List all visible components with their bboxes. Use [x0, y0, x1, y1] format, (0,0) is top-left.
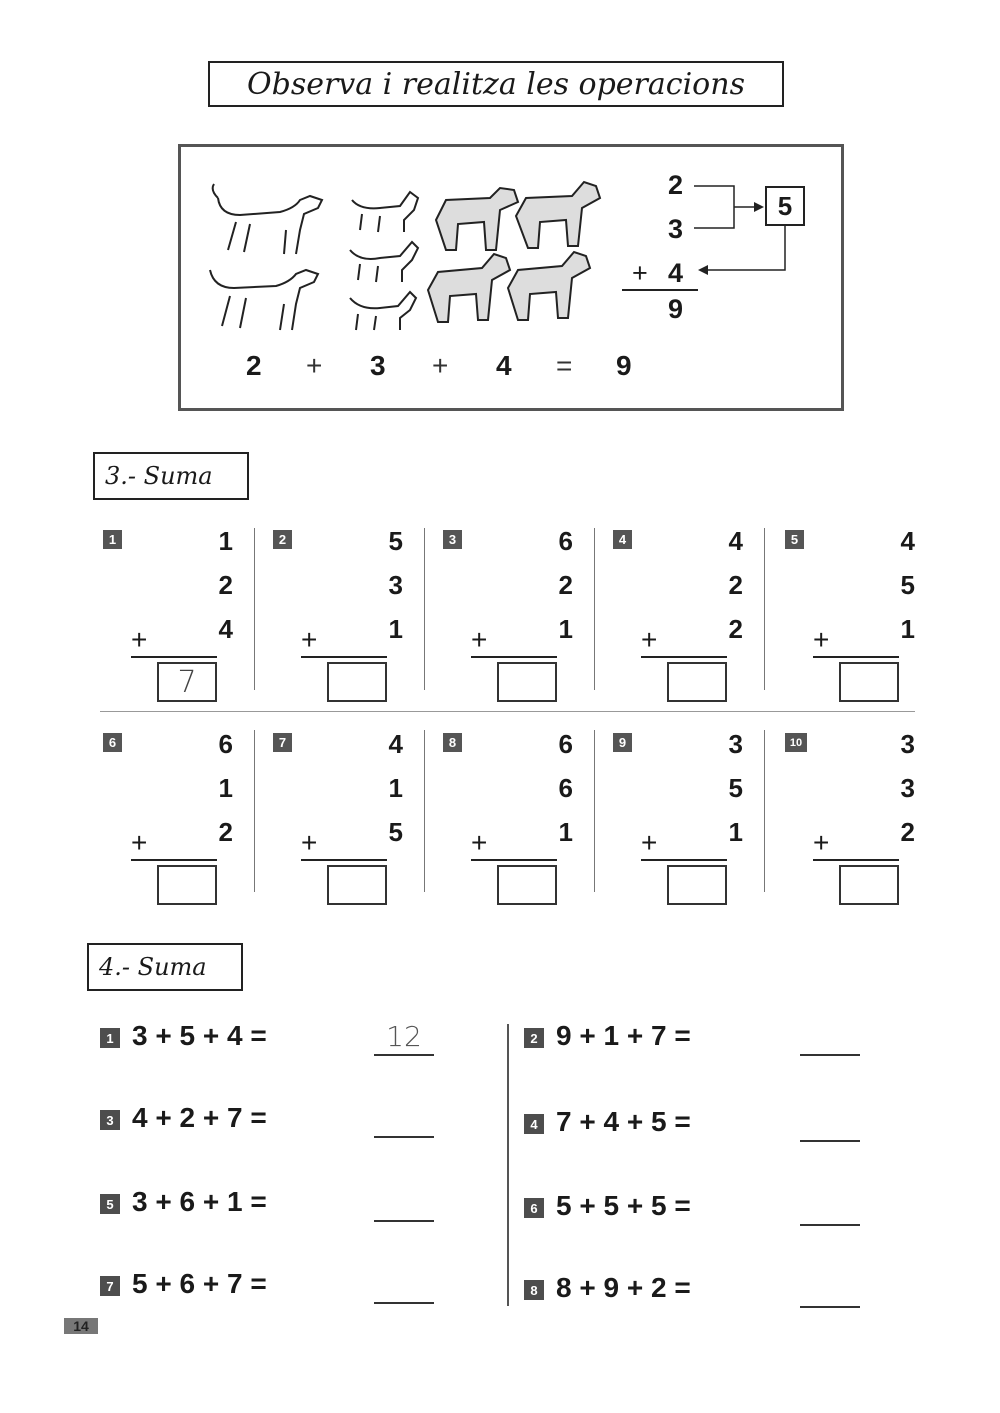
answer-box[interactable]	[667, 865, 727, 905]
example-sum-line	[622, 289, 698, 291]
sum-line	[641, 656, 727, 658]
answer-blank[interactable]	[374, 1186, 434, 1222]
sum-line	[471, 656, 557, 658]
example-plus-sign: +	[632, 258, 648, 288]
answer-blank[interactable]	[374, 1268, 434, 1304]
answer-box[interactable]	[327, 662, 387, 702]
addend-c: 2	[218, 817, 233, 847]
eq-plus-1: +	[306, 350, 323, 381]
plus-sign: +	[471, 827, 488, 858]
addend-b: 6	[558, 773, 573, 803]
sum-line	[131, 656, 217, 658]
addend-a: 3	[728, 729, 743, 759]
addend-c: 1	[558, 817, 573, 847]
problem-number-badge: 2	[524, 1028, 544, 1048]
answer-box[interactable]	[157, 865, 217, 905]
problem-3-2	[273, 526, 443, 720]
sum-line	[131, 859, 217, 861]
addend-c: 1	[900, 614, 915, 644]
section-3-label: 3.- Suma	[93, 452, 249, 500]
plus-sign: +	[813, 827, 830, 858]
problem-number-badge: 6	[524, 1198, 544, 1218]
answer-box[interactable]	[327, 865, 387, 905]
addend-b: 5	[900, 570, 915, 600]
expression: 5 + 5 + 5 =	[556, 1190, 691, 1221]
addend-b: 5	[728, 773, 743, 803]
problem-3-4	[613, 526, 783, 720]
problem-3-10	[785, 729, 955, 923]
page-number: 14	[64, 1318, 98, 1334]
problem-number-badge: 6	[103, 733, 122, 752]
eq-result: 9	[616, 350, 632, 381]
problem-4-6	[524, 1190, 904, 1230]
example-addend-b: 3	[668, 214, 684, 244]
problem-number-badge: 4	[524, 1114, 544, 1134]
addend-a: 3	[900, 729, 915, 759]
problem-3-9	[613, 729, 783, 923]
problem-4-4	[524, 1106, 904, 1146]
example-partial-sum-box: 5	[765, 186, 805, 226]
addend-a: 6	[558, 526, 573, 556]
expression: 3 + 5 + 4 =	[132, 1020, 267, 1051]
expression: 9 + 1 + 7 =	[556, 1020, 691, 1051]
problem-3-6	[103, 729, 273, 923]
expression: 5 + 6 + 7 =	[132, 1268, 267, 1299]
answer-box[interactable]	[839, 865, 899, 905]
addend-c: 1	[728, 817, 743, 847]
expression: 8 + 9 + 2 =	[556, 1272, 691, 1303]
addend-a: 6	[218, 729, 233, 759]
problem-3-3	[443, 526, 613, 720]
column-divider	[507, 1024, 509, 1306]
addend-a: 1	[218, 526, 233, 556]
eq-plus-2: +	[432, 350, 449, 381]
example-arrows	[690, 180, 800, 280]
problem-4-3	[100, 1102, 480, 1142]
eq-term-3: 4	[496, 350, 512, 381]
problem-number-badge: 2	[273, 530, 292, 549]
plus-sign: +	[641, 624, 658, 655]
addend-b: 2	[728, 570, 743, 600]
eq-term-2: 3	[370, 350, 386, 381]
plus-sign: +	[813, 624, 830, 655]
addend-b: 3	[388, 570, 403, 600]
plus-sign: +	[301, 827, 318, 858]
dog-small-group	[350, 192, 418, 330]
addend-c: 1	[388, 614, 403, 644]
dog-schnauzer-group	[428, 182, 600, 322]
problem-3-1	[103, 526, 273, 720]
answer-blank[interactable]	[374, 1102, 434, 1138]
example-addend-c: 4	[668, 258, 684, 288]
example-addend-a: 2	[668, 170, 684, 200]
problem-4-1	[100, 1020, 480, 1060]
answer-box[interactable]	[497, 865, 557, 905]
sum-line	[813, 656, 899, 658]
problem-number-badge: 8	[524, 1280, 544, 1300]
problem-number-badge: 10	[785, 733, 807, 752]
problem-number-badge: 4	[613, 530, 632, 549]
page-title: Observa i realitza les operacions	[208, 61, 784, 107]
addend-b: 1	[218, 773, 233, 803]
problem-number-badge: 3	[443, 530, 462, 549]
plus-sign: +	[641, 827, 658, 858]
plus-sign: +	[471, 624, 488, 655]
problem-3-8	[443, 729, 613, 923]
sum-line	[813, 859, 899, 861]
problem-number-badge: 1	[100, 1028, 120, 1048]
addend-a: 4	[900, 526, 915, 556]
problem-number-badge: 3	[100, 1110, 120, 1130]
problem-4-2	[524, 1020, 904, 1060]
sum-line	[301, 656, 387, 658]
dog-retriever-bottom	[210, 270, 318, 330]
addend-a: 4	[388, 729, 403, 759]
problem-4-7	[100, 1268, 480, 1308]
addend-b: 3	[900, 773, 915, 803]
problem-number-badge: 7	[273, 733, 292, 752]
problem-number-badge: 5	[100, 1194, 120, 1214]
addend-a: 4	[728, 526, 743, 556]
answer-box[interactable]: 7	[157, 662, 217, 702]
answer-blank[interactable]	[800, 1106, 860, 1142]
example-result: 9	[668, 294, 684, 324]
answer-blank[interactable]	[800, 1272, 860, 1308]
sum-line	[641, 859, 727, 861]
answer-box[interactable]	[667, 662, 727, 702]
expression: 7 + 4 + 5 =	[556, 1106, 691, 1137]
plus-sign: +	[131, 624, 148, 655]
addend-b: 2	[218, 570, 233, 600]
eq-equals: =	[556, 350, 573, 381]
plus-sign: +	[301, 624, 318, 655]
sum-line	[471, 859, 557, 861]
problem-4-5	[100, 1186, 480, 1226]
problem-3-5	[785, 526, 955, 720]
addend-a: 5	[388, 526, 403, 556]
addend-b: 2	[558, 570, 573, 600]
section-4-label: 4.- Suma	[87, 943, 243, 991]
answer-box[interactable]	[839, 662, 899, 702]
answer-blank[interactable]	[800, 1190, 860, 1226]
addend-c: 2	[900, 817, 915, 847]
problem-4-8	[524, 1272, 904, 1312]
answer-blank[interactable]	[800, 1020, 860, 1056]
dog-retriever-top	[213, 184, 322, 254]
addend-b: 1	[388, 773, 403, 803]
answer-blank[interactable]: 12	[374, 1020, 434, 1056]
addend-c: 1	[558, 614, 573, 644]
dogs-illustration	[200, 170, 610, 340]
sum-line	[301, 859, 387, 861]
addend-c: 5	[388, 817, 403, 847]
problem-number-badge: 1	[103, 530, 122, 549]
addend-c: 2	[728, 614, 743, 644]
problem-number-badge: 9	[613, 733, 632, 752]
expression: 3 + 6 + 1 =	[132, 1186, 267, 1217]
answer-box[interactable]	[497, 662, 557, 702]
addend-c: 4	[218, 614, 233, 644]
problem-number-badge: 8	[443, 733, 462, 752]
expression: 4 + 2 + 7 =	[132, 1102, 267, 1133]
eq-term-1: 2	[246, 350, 262, 381]
problem-3-7	[273, 729, 443, 923]
problem-number-badge: 7	[100, 1276, 120, 1296]
problem-number-badge: 5	[785, 530, 804, 549]
plus-sign: +	[131, 827, 148, 858]
addend-a: 6	[558, 729, 573, 759]
